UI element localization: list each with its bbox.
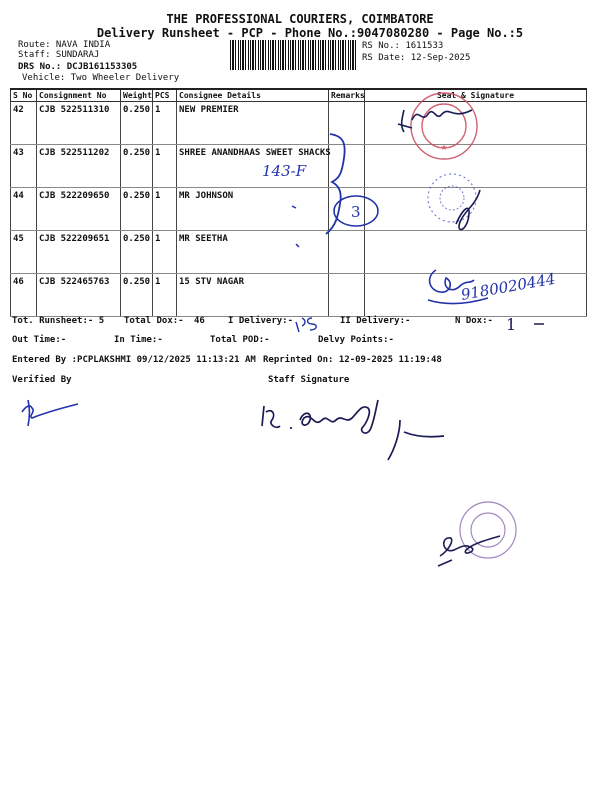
cell-sno: 43 [11,145,37,188]
signature-row-42 [398,110,472,132]
company-seal-stamp [411,93,477,159]
drs-number: DRS No.: DCJB161153305 [18,62,138,72]
cell-sno: 42 [11,102,37,145]
cell-sno: 46 [11,274,37,317]
cell-weight: 0.250 [121,145,153,188]
out-time: Out Time:- [12,335,67,345]
total-pod: Total POD:- [210,335,270,345]
entered-by: Entered By :PCPLAKSHMI 09/12/2025 11:13:21 AM [12,355,256,365]
i-delivery: I Delivery:- [228,316,294,326]
cell-weight: 0.250 [121,231,153,274]
cell-pcs: 1 [153,145,177,188]
totals-ink-mark [296,318,316,332]
cell-pcs: 1 [153,188,177,231]
cell-consignee: 15 STV NAGAR [177,274,329,317]
staff-signature-label: Staff Signature [268,375,350,385]
remark-brace [326,134,345,234]
note-count: 3 [351,203,361,221]
total-dox-label: Total Dox:- [124,316,184,326]
note-143-f: 143-F [262,162,307,180]
route-text: Route: NAVA INDIA [18,40,111,50]
cell-weight: 0.250 [121,274,153,317]
cell-consignee: NEW PREMIER [177,102,329,145]
cell-weight: 0.250 [121,188,153,231]
ii-delivery: II Delivery:- [340,316,411,326]
total-dox-value: 46 [194,316,205,326]
cell-consignee: SHREE ANANDHAAS SWEET SHACKS [177,145,329,188]
runsheet-subtitle: Delivery Runsheet - PCP - Phone No.:9047080280 - Page No.:5 [96,26,524,40]
staff-text: Staff: SUNDARAJ [18,50,100,60]
ink-mark [292,206,299,247]
delvy-points: Delvy Points:- [318,335,394,345]
vehicle-text: Vehicle: Two Wheeler Delivery [22,73,180,83]
reprinted-on: Reprinted On: 12-09-2025 11:19:48 [263,355,442,365]
cell-sno: 45 [11,231,37,274]
cell-consignment: CJB 522465763 [37,274,121,317]
verifier-signature [22,400,78,426]
cell-pcs: 1 [153,102,177,145]
cell-consignee: MR JOHNSON [177,188,329,231]
cell-consignment: CJB 522209651 [37,231,121,274]
rs-date: RS Date: 12-Sep-2025 [362,53,471,63]
cell-consignment: CJB 522209650 [37,188,121,231]
cell-consignee: MR SEETHA [177,231,329,274]
purple-seal-stamp [460,502,516,558]
col-consignment: Consignment No [37,89,121,102]
total-count-handwritten: 1 [506,315,517,334]
cell-weight: 0.250 [121,102,153,145]
col-sno: S No [11,89,37,102]
handwritten-phone: 9180020444 [459,269,557,304]
col-remarks: Remarks [329,89,365,102]
cell-consignment: CJB 522511310 [37,102,121,145]
company-title: THE PROFESSIONAL COURIERS, COIMBATORE [166,12,434,26]
col-consignee: Consignee Details [177,89,329,102]
col-weight: Weight [121,89,153,102]
cell-sno: 44 [11,188,37,231]
verified-by-label: Verified By [12,375,72,385]
col-seal: Seal & Signature [365,89,587,102]
cell-consignment: CJB 522511202 [37,145,121,188]
svg-text:★: ★ [440,143,448,152]
total-runsheet: Tot. Runsheet:- 5 [12,316,105,326]
col-pcs: PCS [153,89,177,102]
cell-pcs: 1 [153,231,177,274]
signature-row-44 [456,190,480,230]
rs-number: RS No.: 1611533 [362,41,444,51]
cell-pcs: 1 [153,274,177,317]
non-dox: N Dox:- [455,316,493,326]
in-time: In Time:- [114,335,163,345]
staff-signature [262,400,444,460]
